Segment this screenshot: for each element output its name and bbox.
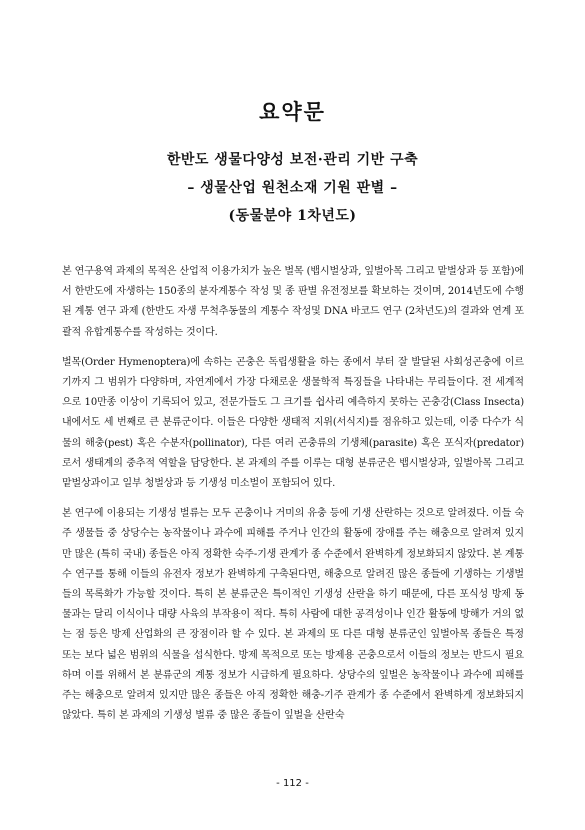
report-title-line-2: – 생물산업 원천소재 기원 판별 – (187, 180, 398, 196)
paragraph-hymenoptera: 벌목(Order Hymenoptera)에 속하는 곤충은 독립생활을 하는 종에서 부터 잘 발달된 사회성곤충에 이르기까지 그 범위가 다양하며, 자연계에서 가장 다채로운 생물학적 특징들을 나타내는 무리들이다. 전 세계적으로 10만종 이상이 기록되어 있고, 전문가들도 그 크기를 쉽사리 예측하지 못하는 곤충강(Class Insecta) 내에서도 세 번째로 큰 분류군이다. 이들은 다양한 생태적 지위(서식지)를 점유하고 있는데, 이중 다수가 식물의 해충(pest) 혹은 수분자(pollinator), 다른 여러 곤충류의 기생체(parasite) 혹은 포식자(predator)로서 생태계의 중추적 역할을 담당한다. 본 과제의 주를 이루는 대형 분류군은 뱁시벌상과, 잎벌아목 그리고 맡벌상과이고 일부 청벌상과 등 기생성 미소벌이 포함되어 있다. (62, 356, 524, 490)
report-subtitle-block (0, 146, 585, 230)
report-title-line-1: 한반도 생물다양성 보전·관리 기반 구축 (166, 152, 419, 168)
page-number: - 112 - (276, 778, 309, 789)
summary-title: 요약문 (259, 99, 326, 124)
paragraph-objective: 본 연구용역 과제의 목적은 산업적 이용가치가 높은 벌목 (뱁시벌상과, 잎벌아목 그리고 맡벌상과 등 포함)에서 한반도에 자생하는 150종의 분자계통수 작성 및 종 판별 유전정보를 확보하는 것이며, 2014년도에 수행된 계통 연구 과제 (한반도 자생 무척추동물의 계통수 작성및 DNA 바코드 연구 (2차년도)의 결과와 연계 포괄적 유합계통수를 작성하는 것이다. (62, 266, 524, 338)
paragraph-parasitic-wasps: 본 연구에 이용되는 기생성 벌류는 모두 곤충이나 거미의 유충 등에 기생 산란하는 것으로 알려졌다. 이들 숙주 생물들 중 상당수는 농작물이나 과수에 피해를 주거나 인간의 활동에 장애를 주는 해충으로 알려져 있지만 많은 (특히 국내) 종들은 아직 정확한 숙주-기생 관계가 종 수준에서 완벽하게 정보화되지 않았다. 본 계통수 연구를 통해 이들의 유전자 정보가 완벽하게 구축된다면, 해충으로 알려진 많은 종들에 기생하는 기생벌들의 목록화가 가능할 것이다. 특히 본 분류군은 특이적인 기생성 산란을 하기 때문에, 다른 포식성 방제 동물과는 달리 이식이나 대량 사육의 부작용이 적다. 특히 사람에 대한 공격성이나 인간 활동에 방해가 거의 없는 점 등은 방제 산업화의 큰 장점이라 할 수 있다. 본 과제의 또 다른 대형 분류군인 잎벌아목 종들은 특정 또는 보다 넓은 범위의 식물을 섭식한다. 방제 목적으로 또는 방제용 곤충으로서 이들의 정보는 반드시 필요하며 이를 위해서 본 분류군의 계통 정보가 시급하게 필요하다. 상당수의 잎벌은 농작물이나 과수에 피해를 주는 해충으로 알려져 있지만 많은 종들은 아직 정확한 해충-기주 관계가 종 수준에서 완벽하게 정보화되지 않았다. 특히 본 과제의 기생성 벌류 중 많은 종들이 잎벌을 산란숙 (62, 508, 524, 722)
summary-body (62, 262, 524, 736)
report-title-line-3: (동물분야 1차년도) (228, 208, 357, 224)
